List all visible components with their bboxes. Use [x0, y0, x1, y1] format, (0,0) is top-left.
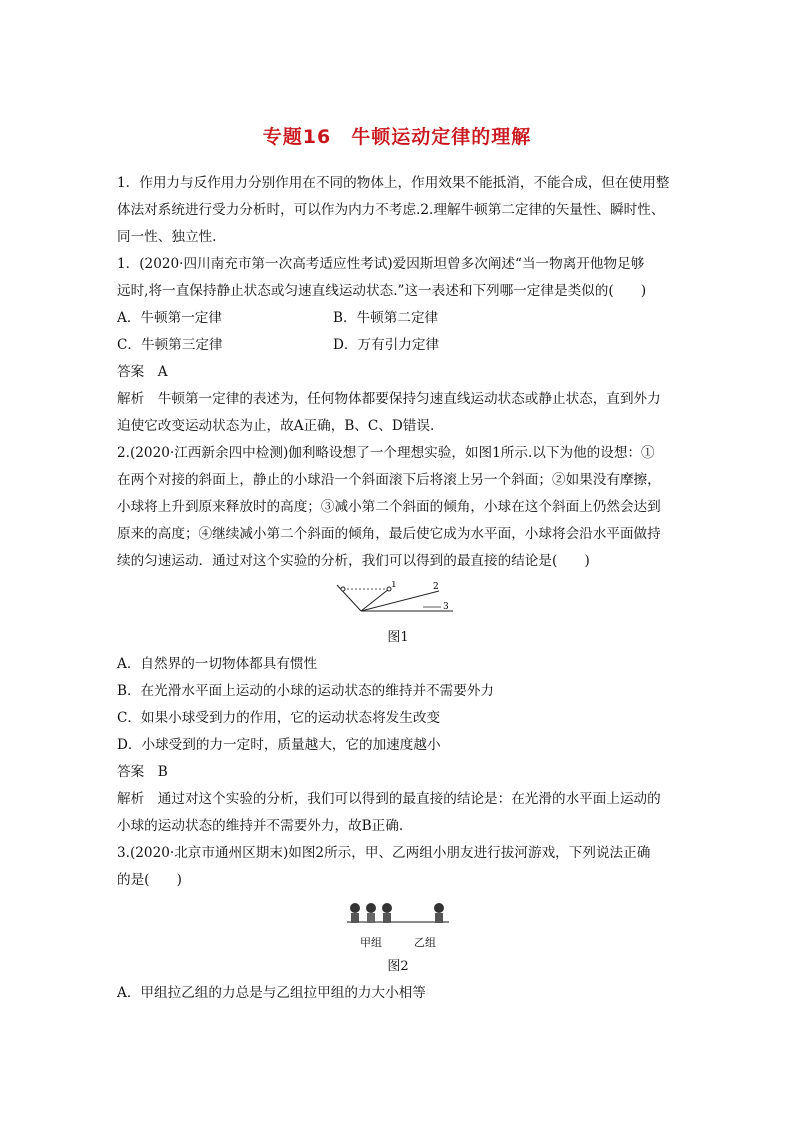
q1-options-row: [117, 332, 679, 359]
q1-option-a: A．牛顿第一定律: [117, 310, 222, 326]
q1-stem-line: 远时,将一直保持静止状态或匀速直线运动状态.”这一表述和下列哪一定律是类似的( ): [117, 283, 647, 299]
kids-group-a: [350, 903, 392, 923]
q2-option-d: D．小球受到的力一定时，质量越大，它的加速度越小: [117, 737, 441, 753]
q1-analysis-line: 解析 牛顿第一定律的表述为，任何物体都要保持匀速直线运动状态或静止状态，直到外力: [117, 391, 661, 407]
q2-answer: 答案 B: [117, 764, 168, 780]
intro-line: 体法对系统进行受力分析时，可以作为内力不考虑.2.理解牛顿第二定律的矢量性、瞬时性、: [117, 202, 665, 218]
incline-diagram: [333, 581, 463, 621]
group-a-label: 甲组: [360, 936, 382, 949]
q2-analysis-line: 小球的运动状态的维持并不需要外力，故B正确.: [117, 818, 404, 834]
figure-1: [117, 581, 679, 649]
page-title: 专题16 牛顿运动定律的理解: [262, 126, 532, 148]
q2-stem-line: 原来的高度；④继续减小第二个斜面的倾角，最后使它成为水平面，小球将会沿水平面做持: [117, 526, 661, 542]
q3-stem-line: 的是( ): [117, 872, 182, 888]
q2-analysis-line: 解析 通过对这个实验的分析，我们可以得到的最直接的结论是：在光滑的水平面上运动的: [117, 791, 661, 807]
group-b-label: 乙组: [414, 936, 436, 949]
label-1: 1: [391, 581, 397, 590]
q1-option-d: D．万有引力定律: [333, 337, 440, 353]
intro-line: 同一性、独立性.: [117, 229, 217, 245]
q1-option-b: B．牛顿第二定律: [333, 310, 439, 326]
q1-options-row: [117, 305, 679, 332]
second-incline-2: [361, 591, 439, 611]
label-3: 3: [443, 602, 449, 612]
q3-stem-line: 3.(2020·北京市通州区期末)如图2所示，甲、乙两组小朋友进行拔河游戏，下列说法正确: [117, 845, 651, 861]
q1-option-c: C．牛顿第三定律: [117, 337, 223, 353]
group-labels: [360, 936, 436, 950]
document-body: [117, 170, 679, 1007]
figure-2: [117, 900, 679, 978]
q2-option-a: A．自然界的一切物体都具有惯性: [117, 656, 318, 672]
ball-start: [341, 587, 345, 591]
figure-1-caption: 图1: [387, 630, 409, 645]
intro-line: 1．作用力与反作用力分别作用在不同的物体上，作用效果不能抵消，不能合成，但在使用整: [117, 175, 670, 191]
q1-stem-line: 1．(2020·四川南充市第一次高考适应性考试)爱因斯坦曾多次阐述“当一物离开他物足够: [117, 256, 645, 272]
q1-answer: 答案 A: [117, 364, 168, 380]
label-2: 2: [433, 582, 439, 592]
q1-analysis-line: 迫使它改变运动状态为止，故A正确，B、C、D错误.: [117, 418, 435, 434]
q3-option-a: A．甲组拉乙组的力总是与乙组拉甲组的力大小相等: [117, 985, 426, 1001]
q2-stem-line: 续的匀速运动．通过对这个实验的分析，我们可以得到的最直接的结论是( ): [117, 553, 590, 569]
tug-of-war-illustration: [343, 900, 453, 936]
q2-option-b: B．在光滑水平面上运动的小球的运动状态的维持并不需要外力: [117, 683, 495, 699]
q2-stem-line: 小球将上升到原来释放时的高度；③减小第二个斜面的倾角，小球在这个斜面上仍然会达到: [117, 499, 661, 515]
q2-option-c: C．如果小球受到力的作用，它的运动状态将发生改变: [117, 710, 441, 726]
figure-2-caption: 图2: [387, 959, 409, 974]
kids-group-b: [434, 903, 444, 923]
q2-stem-line: 在两个对接的斜面上，静止的小球沿一个斜面滚下后将滚上另一个斜面；②如果没有摩擦，: [117, 472, 661, 488]
q2-stem-line: 2.(2020·江西新余四中检测)伽利略设想了一个理想实验，如图1所示.以下为他的设想：①: [117, 445, 655, 461]
